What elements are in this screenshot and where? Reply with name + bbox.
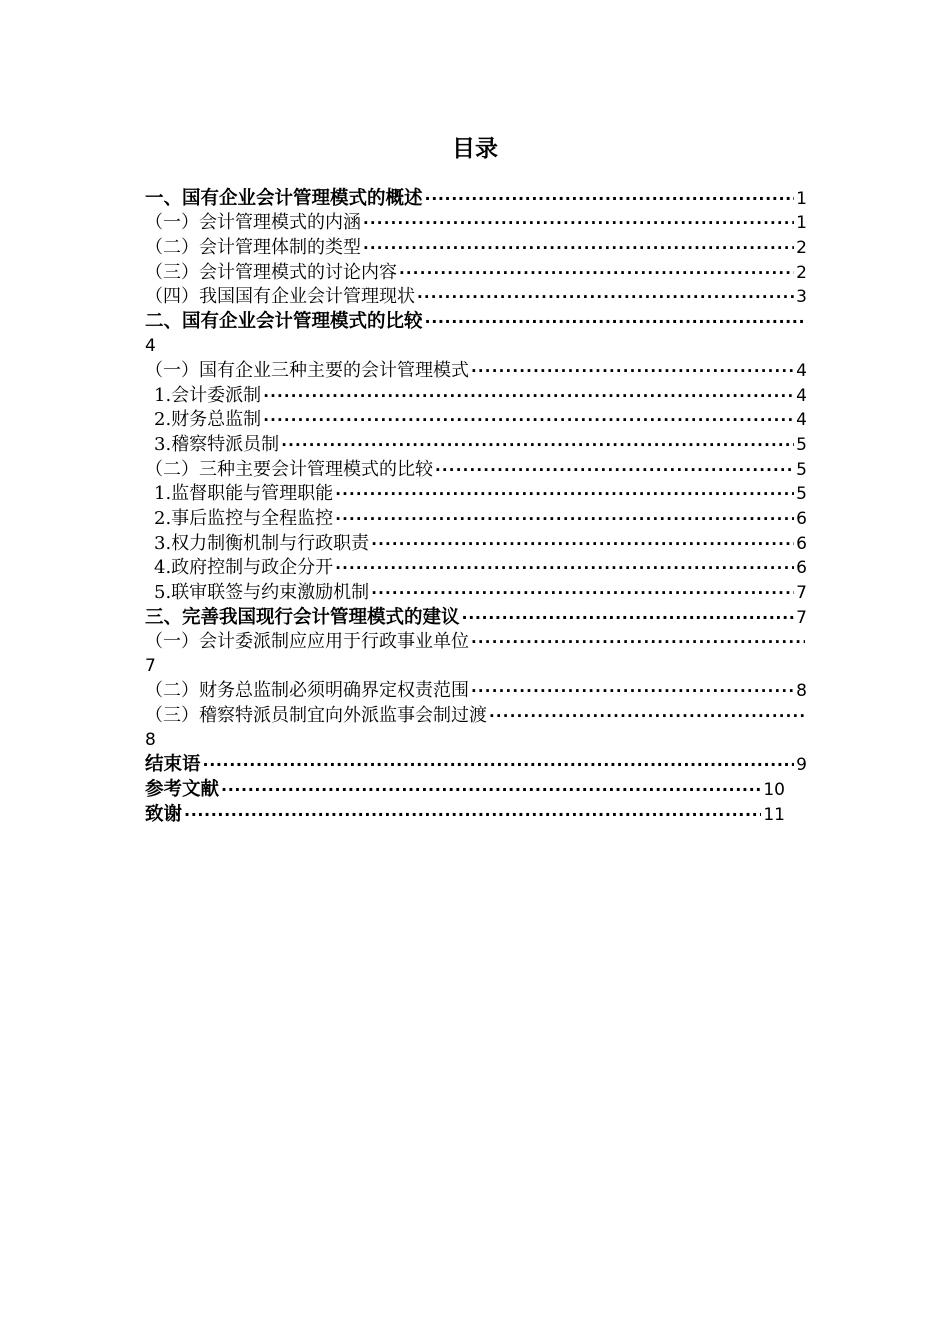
toc-entry[interactable] — [145, 260, 807, 285]
toc-entry-page: 1 — [796, 188, 807, 209]
toc-entry-label: 一、国有企业会计管理模式的概述 — [145, 187, 423, 209]
toc-entry-page: 2 — [796, 237, 807, 258]
toc-entry-label: （三）会计管理模式的讨论内容 — [145, 261, 397, 283]
dot-leader — [371, 581, 794, 605]
toc-entry-label: 1.会计委派制 — [154, 384, 262, 406]
toc-entry-page: 4 — [796, 410, 807, 431]
toc-entry[interactable] — [145, 703, 807, 728]
toc-entry-page: 5 — [796, 484, 807, 505]
toc-entry-label: （三）稽察特派员制宜向外派监事会制过渡 — [145, 705, 487, 727]
toc-entry[interactable] — [145, 211, 807, 236]
toc-entry-page: 3 — [796, 287, 807, 308]
toc-entry-page: 11 — [763, 804, 785, 825]
toc-entry-label: 致谢 — [145, 803, 183, 825]
dot-leader — [371, 532, 794, 556]
toc-entry[interactable] — [145, 630, 807, 655]
dot-leader — [471, 679, 794, 703]
toc-entry[interactable] — [145, 235, 807, 260]
dot-leader — [425, 310, 805, 334]
dot-leader — [184, 803, 761, 827]
toc-entry[interactable] — [145, 482, 807, 507]
toc-entry[interactable] — [145, 408, 807, 433]
dot-leader — [363, 236, 794, 260]
toc-entry-page: 4 — [796, 385, 807, 406]
toc-entry-page: 7 — [145, 656, 156, 677]
toc-entry-label: （二）三种主要会计管理模式的比较 — [145, 458, 433, 480]
toc-entry-page: 1 — [796, 213, 807, 234]
toc-entry-label: 结束语 — [145, 754, 201, 776]
dot-leader — [462, 606, 795, 630]
dot-leader — [471, 359, 794, 383]
toc-entry-page: 6 — [796, 508, 807, 529]
toc-entry[interactable] — [145, 679, 807, 704]
toc-entry-label: 二、国有企业会计管理模式的比较 — [145, 310, 423, 332]
dot-leader — [417, 285, 794, 309]
dot-leader — [489, 704, 805, 728]
toc-entry-page: 6 — [796, 533, 807, 554]
table-of-contents — [145, 186, 807, 827]
toc-entry-page: 4 — [796, 361, 807, 382]
toc-entry-label: 2.事后监控与全程监控 — [154, 507, 334, 529]
toc-entry-label: （二）会计管理体制的类型 — [145, 236, 361, 258]
dot-leader — [399, 261, 794, 285]
dot-leader — [203, 753, 795, 777]
toc-entry-label: （二）财务总监制必须明确界定权责范围 — [145, 680, 469, 702]
dot-leader — [471, 630, 805, 654]
toc-entry-label: 3.稽察特派员制 — [154, 434, 280, 456]
toc-entry[interactable] — [145, 186, 807, 211]
dot-leader — [281, 433, 794, 457]
dot-leader — [221, 778, 761, 802]
toc-entry-label: 三、完善我国现行会计管理模式的建议 — [145, 606, 460, 628]
toc-entry[interactable] — [145, 383, 807, 408]
toc-entry[interactable] — [145, 753, 807, 778]
toc-entry-label: 3.权力制衡机制与行政职责 — [154, 532, 370, 554]
toc-entry-label: （一）会计委派制应应用于行政事业单位 — [145, 631, 469, 653]
toc-entry-page: 7 — [796, 582, 807, 603]
toc-entry-label: 2.财务总监制 — [154, 409, 262, 431]
toc-entry-label: 5.联审联签与约束激励机制 — [154, 581, 370, 603]
toc-entry[interactable] — [145, 285, 807, 310]
dot-leader — [335, 507, 794, 531]
dot-leader — [335, 482, 794, 506]
toc-entry[interactable] — [145, 556, 807, 581]
dot-leader — [263, 384, 794, 408]
toc-entry[interactable] — [145, 802, 785, 827]
toc-entry-label: 4.政府控制与政企分开 — [154, 557, 334, 579]
toc-entry-page: 10 — [763, 780, 785, 801]
toc-entry[interactable] — [145, 506, 807, 531]
toc-entry[interactable] — [145, 358, 807, 383]
toc-entry[interactable] — [145, 777, 785, 802]
toc-entry-label: 参考文献 — [145, 779, 220, 801]
toc-entry-page: 9 — [796, 755, 807, 776]
toc-entry-page: 6 — [796, 558, 807, 579]
toc-entry-page: 8 — [796, 681, 807, 702]
dot-leader — [263, 408, 794, 432]
toc-entry-page: 8 — [145, 730, 156, 751]
toc-entry[interactable] — [145, 605, 807, 630]
toc-title: 目录 — [452, 136, 498, 162]
toc-entry[interactable] — [145, 580, 807, 605]
toc-entry-page: 2 — [796, 262, 807, 283]
toc-entry[interactable] — [145, 457, 807, 482]
toc-entry-page: 4 — [145, 335, 156, 356]
dot-leader — [435, 458, 794, 482]
toc-entry-label: 1.监督职能与管理职能 — [154, 483, 334, 505]
toc-entry[interactable] — [145, 531, 807, 556]
toc-entry-page: 5 — [796, 435, 807, 456]
toc-entry-page: 5 — [796, 459, 807, 480]
toc-entry[interactable] — [145, 309, 807, 334]
toc-entry[interactable] — [145, 432, 807, 457]
dot-leader — [363, 211, 794, 235]
toc-entry-label: （一）会计管理模式的内涵 — [145, 212, 361, 234]
toc-entry-page: 7 — [796, 607, 807, 628]
toc-entry-label: （一）国有企业三种主要的会计管理模式 — [145, 360, 469, 382]
dot-leader — [335, 556, 794, 580]
toc-entry-label: （四）我国国有企业会计管理现状 — [145, 286, 415, 308]
dot-leader — [425, 187, 795, 211]
